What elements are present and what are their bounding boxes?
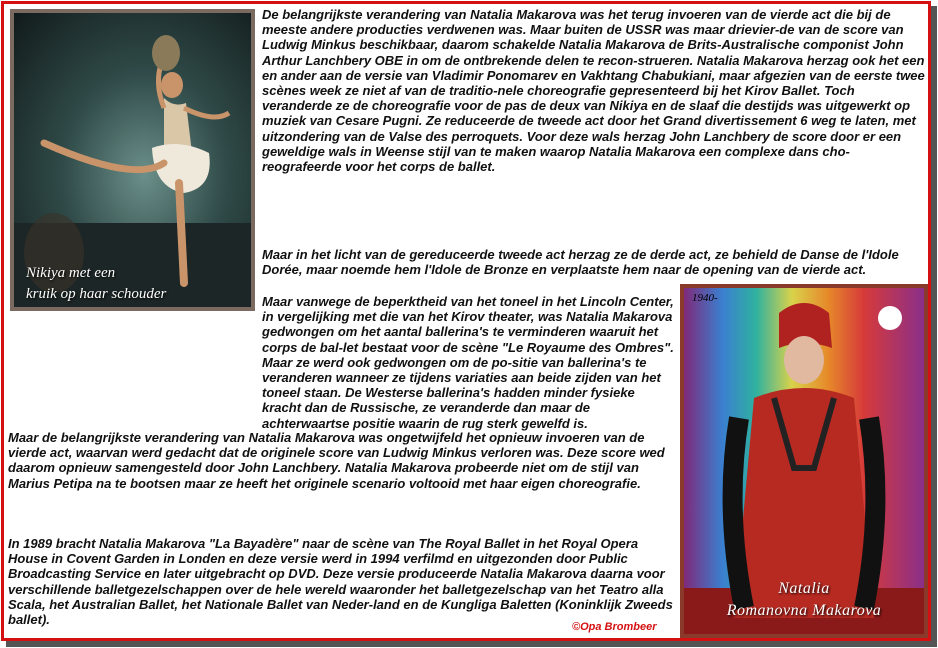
caption-line-2: kruik op haar schouder	[26, 286, 167, 302]
caption-line-1: Nikiya met een	[26, 265, 116, 281]
caption-name-line-1: Natalia	[778, 580, 830, 597]
paragraph-lincoln-start	[262, 294, 676, 431]
paragraph-lincoln-text: Maar vanwege de beperktheid van het toneel in het Lincoln Center, in vergelijking met die van het Kirov theater, was Natalia Makarova gedwongen om het aantal ballerina's te verminderen waaruit het corps de bal-let bestaat voor de scène "Le Royaume des Ombres". Maar ze werd ook gedwongen om de po-sitie van ballerina's te veranderen wanneer ze tijdens variaties aan beide zijden van het toneel staan. De Westerse ballerina's hadden minder fysieke kracht dan de Russische, ze veranderde dan maar de achterwaartse positie waarin de rug sterk gewelfd is.	[262, 294, 674, 431]
ballerina-photo	[10, 9, 255, 311]
copyright-credit: ©Opa Brombeer	[572, 621, 657, 633]
ballerina-caption	[26, 263, 246, 305]
caption-name-line-2: Romanovna Makarova	[726, 602, 882, 619]
paragraph-fourth-act: Maar de belangrijkste verandering van Natalia Makarova was ongetwijfeld het opnieuw invoeren van de vierde act, waarvan werd gedacht dat de originele score van Ludwig Minkus verloren was. Deze score wed daarom opnieuw samengesteld door John Lanchbery. Natalia Makarova probeerde niet om de stijl van Marius Petipa na te bootsen maar ze heeft het originele scenario voltooid met haar eigen choreografie.	[8, 430, 665, 491]
year-label: 1940-	[692, 292, 718, 304]
makarova-photo	[680, 284, 928, 638]
makarova-caption	[684, 578, 924, 622]
paragraph-third-act: Maar in het licht van de gereduceerde tweede act herzag ze de derde act, ze behield de Danse de l'Idole Dorée, maar noemde hem l'Idole de Bronze en verplaatste hem naar de opening van de vierde act.	[262, 247, 899, 278]
paragraph-intro: De belangrijkste verandering van Natalia Makarova was het terug invoeren van de vierde act die bij de meeste andere producties verdwenen was. Maar buiten de USSR was maar drievier-de van de score van Ludwig Minkus beschikbaar, daarom schakelde Natalia Makarova de Brits-Australische componist John Arthur Lanchbery OBE in om de ontbrekende delen te recon-strueren. Natalia Makarova herzag ook het een en ander aan de versie van Vladimir Ponomarev en Vakhtang Chabukiani, maar afgezien van de eerste twee scènes week ze niet af van de traditio-nele choreografie gepresenteerd bij het Kirov Ballet. Toch veranderde ze de choreografie voor de pas de deux van Nikiya en de slaaf die destijds was uitgewerkt op muziek van Cesare Pugni. Ze reduceerde de tweede act door het Grand divertissement 6 weg te laten, met uitzondering van de Valse des perroquets. Voor deze wals herzag John Lanchbery de score door er een geweldige wals in Weense stijl van te maken waarop Natalia Makarova een complexe dans cho-reografeerde voor het corps de ballet.	[262, 7, 925, 175]
paragraph-royal-ballet: In 1989 bracht Natalia Makarova "La Bayadère" naar de scène van The Royal Ballet in het Royal Opera House in Covent Garden in Londen en deze versie werd in 1994 verfilmd en uitgezonden door Public Broadcasting Service en later uitgebracht op DVD. Deze versie produceerde Natalia Makarova daarna voor verschillende balletgezelschappen over de hele wereld waaronder het balletgezelschap van het Teatro alla Scala, het Australian Ballet, het Nationale Ballet van Neder-land en de Kungliga Baletten (Koninklijk Zweeds ballet).	[8, 536, 673, 628]
